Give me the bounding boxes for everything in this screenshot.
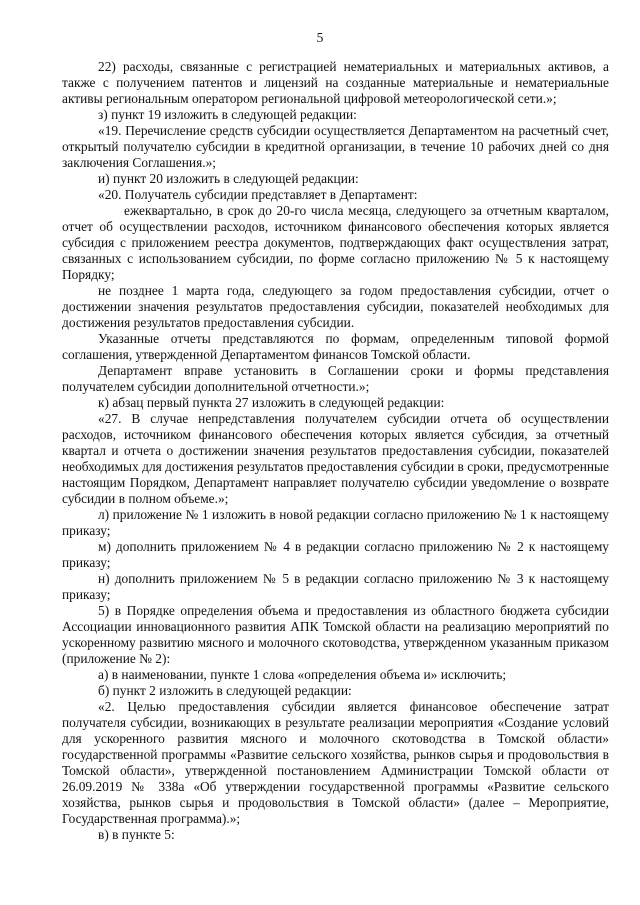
paragraph: не позднее 1 марта года, следующего за годом предоставления субсидии, отчет о достижении значения результатов предоставления субсидии, показателей необходимых для достижения результатов предоставления субсидии. [62,283,609,330]
paragraph: 22) расходы, связанные с регистрацией нематериальных и материальных активов, а также с получением патентов и лицензий на созданные материальные и нематериальные активы региональным оператором региональной цифровой метеорологической сети.»; [62,59,609,106]
paragraph: з) пункт 19 изложить в следующей редакции: [98,107,357,122]
paragraph: 5) в Порядке определения объема и предоставления из областного бюджета субсидии Ассоциации инновационного развития АПК Томской области на реализацию мероприятий по ускоренному развитию мясного и молочного скотоводства, утвержденном указанным приказом (приложение № 2): [62,603,609,666]
paragraph: а) в наименовании, пункте 1 слова «определения объема и» исключить; [98,667,507,682]
paragraph: б) пункт 2 изложить в следующей редакции: [98,683,352,698]
paragraph: в) в пункте 5: [98,827,175,842]
paragraph: «20. Получатель субсидии представляет в Департамент: [98,187,418,202]
document-body [62,59,609,843]
paragraph: «2. Целью предоставления субсидии является финансовое обеспечение затрат получателя субсидии, возникающих в результате реализации мероприятия «Создание условий для ускоренного развития мясного и молочного скотоводства в Томской области» государственной программы «Развитие сельского хозяйства, рынков сырья и продовольствия в Томской области», утвержденной постановлением Администрации Томской области от 26.09.2019 № 338а «Об утверждении государственной программы «Развитие сельского хозяйства, рынков сырья и продовольствия в Томской области» (далее – Мероприятие, Государственная программа).»; [62,699,609,826]
paragraph: Указанные отчеты представляются по формам, определенным типовой формой соглашения, утвержденной Департаментом финансов Томской области. [62,331,609,362]
paragraph: «27. В случае непредставления получателем субсидии отчета об осуществлении расходов, источником финансового обеспечения которых является субсидия, за отчетный квартал и отчета о достижении значения результатов предоставления субсидии, показателей необходимых для достижения результатов предоставления субсидии в сроки, предусмотренные настоящим Порядком, Департамент направляет получателю субсидии уведомление о возврате субсидии в полном объеме.»; [62,411,609,506]
paragraph: м) дополнить приложением № 4 в редакции согласно приложению № 2 к настоящему приказу; [62,539,609,570]
paragraph: н) дополнить приложением № 5 в редакции согласно приложению № 3 к настоящему приказу; [62,571,609,602]
paragraph: л) приложение № 1 изложить в новой редакции согласно приложению № 1 к настоящему приказу; [62,507,609,538]
paragraph: и) пункт 20 изложить в следующей редакции: [98,171,359,186]
page-number: 5 [316,30,324,45]
paragraph: «19. Перечисление средств субсидии осуществляется Департаментом на расчетный счет, открытый получателю субсидии в кредитной организации, в течение 10 рабочих дней со дня заключения Соглашения.»; [62,123,609,170]
paragraph: ежеквартально, в срок до 20-го числа месяца, следующего за отчетным кварталом, отчет об осуществлении расходов, источником финансового обеспечения которых является субсидия с приложением реестра документов, подтверждающих факт осуществления затрат, связанных с использованием субсидии, по форме согласно приложению № 5 к настоящему Порядку; [62,203,609,282]
paragraph: Департамент вправе установить в Соглашении сроки и формы представления получателем субсидии дополнительной отчетности.»; [62,363,609,394]
paragraph: к) абзац первый пункта 27 изложить в следующей редакции: [98,395,445,410]
